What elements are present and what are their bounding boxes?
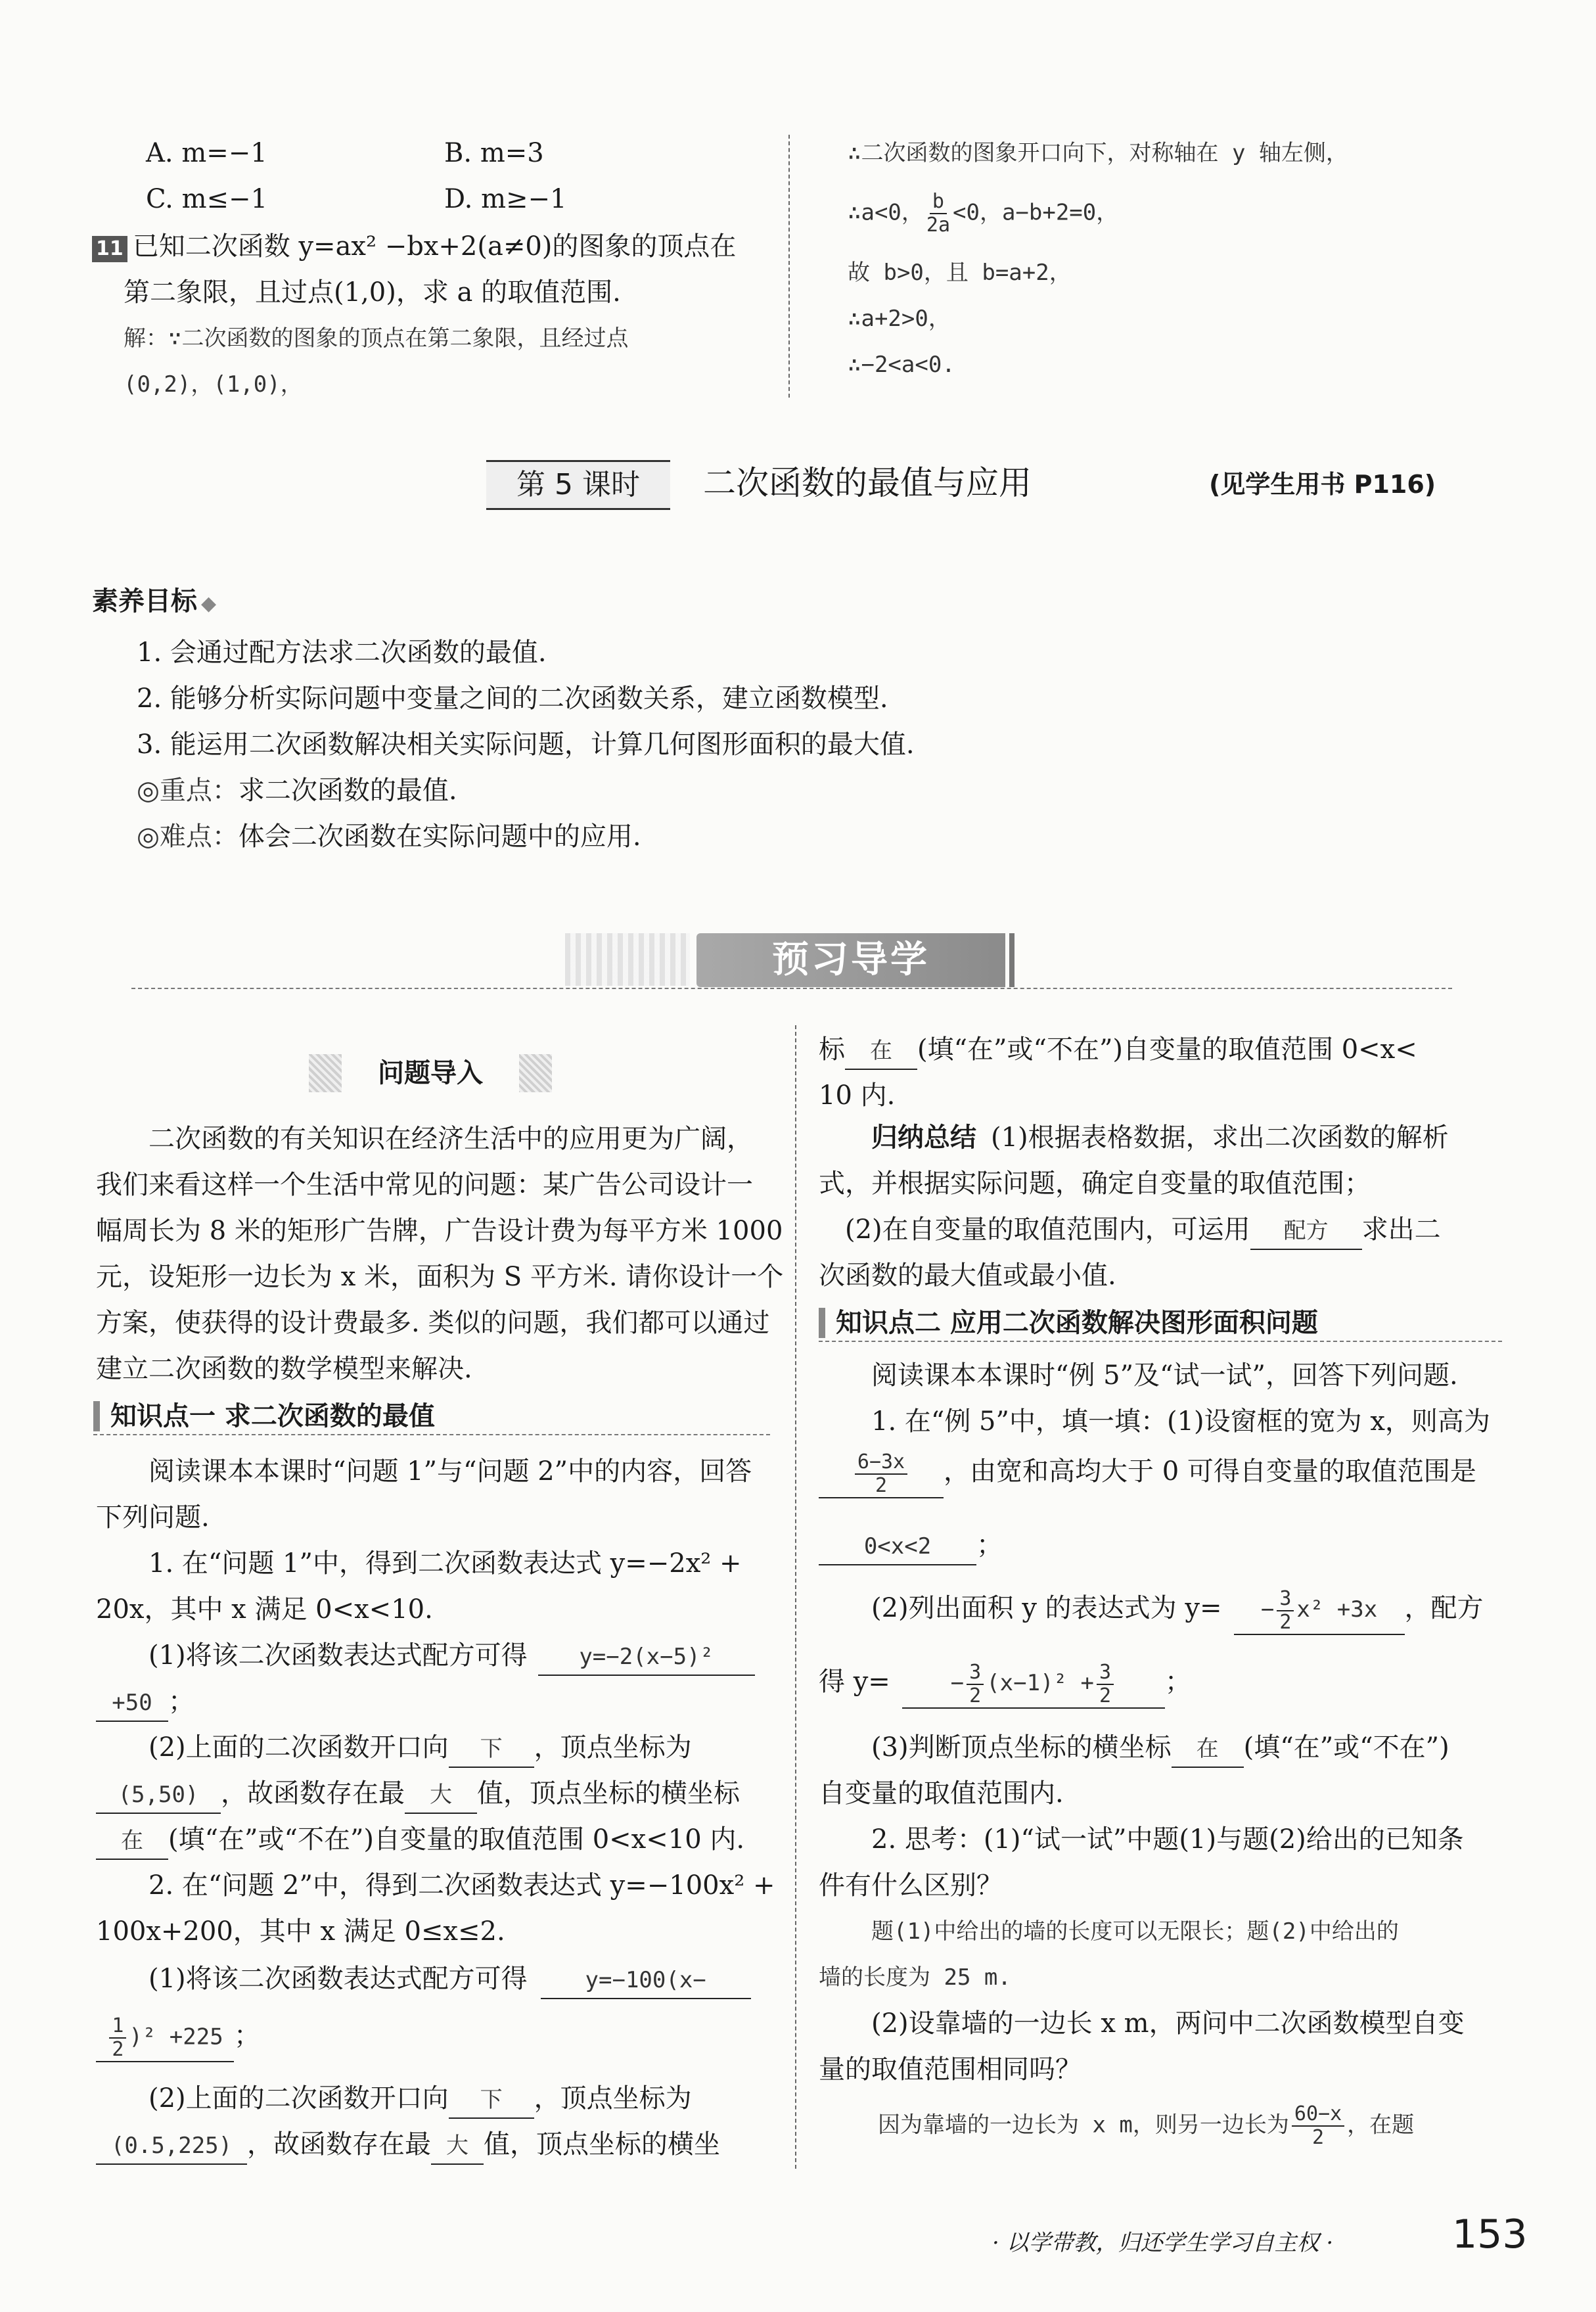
p1-2-answer-2: (5,50) xyxy=(96,1777,221,1814)
intro-heading-box xyxy=(309,1054,552,1092)
e1-line-1: 1. 在“例 5”中，填一填：(1)设窗框的宽为 x，则高为 xyxy=(871,1406,1490,1437)
e2-answer-3 xyxy=(878,2103,1414,2156)
question-11-line1: 已知二次函数 y=ax² −bx+2(a≠0)的图象的顶点在 xyxy=(132,231,737,262)
question-11 xyxy=(92,229,736,264)
p1-1 xyxy=(148,1638,755,1676)
p1-2-text-c: ，故函数存在最 xyxy=(221,1778,405,1809)
e1-text-2: ，由宽和高均大于 0 可得自变量的取值范围是 xyxy=(944,1456,1476,1487)
fraction-3-over-2 xyxy=(1277,1588,1294,1634)
p1-2 xyxy=(148,1730,692,1768)
goal-item-1: 1. 会通过配方法求二次函数的最值. xyxy=(137,637,547,668)
summary-line-4: 次函数的最大值或最小值. xyxy=(819,1260,1116,1291)
p2-1-text: (1)将该二次函数表达式配方可得 xyxy=(148,1964,528,1994)
lesson-title: 二次函数的最值与应用 xyxy=(703,464,1032,502)
solution-right-1: ∴二次函数的图象开口向下，对称轴在 y 轴左侧， xyxy=(848,140,1348,166)
p2-1-answer-b xyxy=(96,2015,234,2062)
e1-3-cont: 自变量的取值范围内. xyxy=(819,1778,1064,1809)
c1 xyxy=(819,1032,1417,1070)
p2-2 xyxy=(148,2081,692,2119)
column-divider xyxy=(795,1025,796,2169)
goal-item-2: 2. 能够分析实际问题中变量之间的二次函数关系，建立函数模型. xyxy=(137,683,888,714)
solution-right-2b: <0，a−b+2=0， xyxy=(953,199,1119,226)
lesson-page-ref: (见学生用书 P116) xyxy=(1209,470,1436,499)
lesson-label-box xyxy=(486,460,670,510)
e2-answer-3a: 因为靠墙的一边长为 x m，则另一边长为 xyxy=(878,2112,1289,2139)
e2-answer-2: 墙的长度为 25 m. xyxy=(819,1964,1011,1991)
question-11-line2: 第二象限，且过点(1,0)，求 a 的取值范围. xyxy=(124,277,621,308)
p1-1-end: ； xyxy=(168,1686,194,1717)
p1-2-text-a: (2)上面的二次函数开口向 xyxy=(148,1732,449,1763)
k1-heading-bar xyxy=(93,1401,100,1431)
intro-line-6: 建立二次函数的数学模型来解决. xyxy=(96,1354,472,1384)
fraction-1-over-2 xyxy=(109,2015,126,2061)
e2-line-1: 2. 思考：(1)“试一试”中题(1)与题(2)给出的已知条 xyxy=(871,1824,1464,1855)
goal-hard-text: 体会二次函数在实际问题中的应用. xyxy=(238,821,641,852)
fraction-den: 2 xyxy=(1099,1684,1112,1707)
k2-read: 阅读课本本课时“例 5”及“试一试”，回答下列问题. xyxy=(871,1360,1458,1391)
p2-2-answer-1: 下 xyxy=(449,2082,534,2119)
k1-read-2: 下列问题. xyxy=(96,1502,210,1533)
p2-line-1: 2. 在“问题 2”中，得到二次函数表达式 y=−100x² + xyxy=(148,1870,775,1901)
k2-heading-bar xyxy=(819,1308,825,1338)
summary-answer: 配方 xyxy=(1250,1213,1362,1250)
e1-2-after: ，配方 xyxy=(1404,1593,1484,1623)
p2-2-answer-2: (0.5,225) xyxy=(96,2128,247,2165)
p2-2-text-d: 值，顶点坐标的横坐 xyxy=(484,2129,720,2160)
option-c: C. m≤−1 xyxy=(146,184,268,214)
e1-line-2 xyxy=(819,1450,1476,1502)
k1-heading-underline xyxy=(93,1434,770,1435)
option-b: B. m=3 xyxy=(444,138,544,168)
e1-2b-answer-b: (x−1)² + xyxy=(986,1670,1094,1696)
summary-text-1: (1)根据表格数据，求出二次函数的解析 xyxy=(991,1122,1449,1153)
k1-read-1: 阅读课本本课时“问题 1”与“问题 2”中的内容，回答 xyxy=(148,1456,752,1487)
fraction-den: 2 xyxy=(875,1473,888,1497)
c2: 10 内. xyxy=(819,1080,896,1111)
p2-1-answer-a: y=−100(x− xyxy=(541,1962,751,1999)
p1-1-answer-b: +50 xyxy=(96,1685,168,1722)
e1-answer-1 xyxy=(819,1450,944,1498)
p2-2-cont xyxy=(96,2127,720,2165)
question-11-solution-2: (0,2)，(1,0)， xyxy=(124,371,303,398)
summary-line-2: 式，并根据实际问题，确定自变量的取值范围； xyxy=(819,1168,1371,1199)
p2-1-cont xyxy=(96,2015,260,2061)
intro-line-2: 我们来看这样一个生活中常见的问题：某广告公司设计一 xyxy=(96,1170,753,1200)
p2-1-answer-b-text: )² +225 xyxy=(129,2023,223,2050)
p1-1-text: (1)将该二次函数表达式配方可得 xyxy=(148,1640,528,1671)
diamond-icon: ◆ xyxy=(201,592,217,615)
footer-slogan: · 以学带教，归还学生学习自主权 · xyxy=(992,2230,1334,2256)
lesson-label: 第 5 课时 xyxy=(516,468,640,501)
e1-2-text: (2)列出面积 y 的表达式为 y= xyxy=(871,1593,1222,1623)
p1-2-cont xyxy=(96,1776,740,1814)
banner-end-bar xyxy=(1009,933,1015,987)
e2-answer-1: 题(1)中给出的墙的长度可以无限长；题(2)中给出的 xyxy=(871,1918,1399,1945)
e1-3-text-a: (3)判断顶点坐标的横坐标 xyxy=(871,1732,1172,1763)
column-divider-top xyxy=(788,135,790,398)
summary-text-3a: (2)在自变量的取值范围内，可运用 xyxy=(845,1214,1250,1245)
banner-text: 预习导学 xyxy=(772,938,930,981)
solution-right-3: 故 b>0，且 b=a+2， xyxy=(848,260,1072,286)
fraction-num: 3 xyxy=(1097,1661,1114,1685)
p1-2-text-b: ，顶点坐标为 xyxy=(534,1732,692,1763)
fraction-num: 6−3x xyxy=(855,1451,907,1475)
fraction-den: 2 xyxy=(112,2038,124,2061)
e1-3-text-b: (填“在”或“不在”) xyxy=(1243,1732,1449,1763)
e1-2b-end: ； xyxy=(1164,1667,1191,1697)
p1-2-cont2 xyxy=(96,1822,744,1860)
e1-2b-answer xyxy=(902,1660,1165,1709)
solution-right-2 xyxy=(848,191,1118,237)
fraction-60-x-over-2 xyxy=(1292,2103,1344,2149)
e1-2-answer xyxy=(1234,1586,1405,1635)
p2-2-text-a: (2)上面的二次函数开口向 xyxy=(148,2083,449,2114)
e1-2b-text: 得 y= xyxy=(819,1667,890,1697)
p1-2-answer-1: 下 xyxy=(449,1731,534,1768)
k2-heading-underline xyxy=(819,1341,1502,1342)
e2-q2-line-2: 量的取值范围相同吗？ xyxy=(819,2054,1082,2085)
solution-right-4: ∴a+2>0， xyxy=(848,306,951,332)
fraction-den: 2a xyxy=(926,214,951,237)
p1-1-answer-a: y=−2(x−5)² xyxy=(538,1639,755,1676)
p2-1 xyxy=(148,1961,751,1999)
p1-2-answer-3: 大 xyxy=(405,1777,477,1814)
intro-line-1: 二次函数的有关知识在经济生活中的应用更为广阔， xyxy=(148,1124,753,1154)
goal-hard-label: ◎难点： xyxy=(137,821,239,852)
p1-2-text-d: 值，顶点坐标的横坐标 xyxy=(477,1778,740,1809)
question-11-solution-1: 解：∵二次函数的图象的顶点在第二象限，且经过点 xyxy=(124,325,629,352)
fraction-num: 3 xyxy=(967,1661,984,1685)
solution-right-5: ∴−2<a<0. xyxy=(848,352,955,378)
goal-key xyxy=(137,773,457,808)
fraction-den: 2 xyxy=(969,1684,982,1707)
fraction-6-3x-over-2 xyxy=(855,1451,907,1497)
e1-line-3 xyxy=(819,1527,1003,1565)
fraction-3-over-2-b xyxy=(1097,1661,1114,1707)
summary-line-3 xyxy=(845,1212,1441,1250)
summary-label: 归纳总结 xyxy=(871,1122,976,1153)
fraction-num: 1 xyxy=(109,2015,126,2039)
e1-end: ； xyxy=(976,1530,1003,1560)
p2-1-end: ； xyxy=(234,2020,260,2051)
fraction-3-over-2-a xyxy=(967,1661,984,1707)
c1-text-b: (填“在”或“不在”)自变量的取值范围 0<x< xyxy=(917,1034,1417,1065)
summary-line-1 xyxy=(871,1120,1449,1155)
p2-2-text-c: ，故函数存在最 xyxy=(247,2129,431,2160)
intro-line-5: 方案，使获得的设计费最多. 类似的问题，我们都可以通过 xyxy=(96,1308,770,1338)
e2-answer-3b: ，在题 xyxy=(1347,2112,1415,2139)
goals-heading xyxy=(92,584,216,622)
e1-3 xyxy=(871,1730,1449,1768)
p1-2-answer-4: 在 xyxy=(96,1823,168,1860)
e2-q2-line-1: (2)设靠墙的一边长 x m，两问中二次函数模型自变 xyxy=(871,2008,1465,2039)
goal-item-3: 3. 能运用二次函数解决相关实际问题，计算几何图形面积的最大值. xyxy=(137,729,915,760)
k2-heading: 知识点二 应用二次函数解决图形面积问题 xyxy=(836,1308,1318,1338)
e1-answer-2: 0<x<2 xyxy=(819,1529,976,1565)
c1-answer: 在 xyxy=(845,1033,917,1070)
p2-2-answer-3: 大 xyxy=(431,2128,484,2165)
banner-dashed-line xyxy=(131,988,1452,989)
fraction-num: 3 xyxy=(1277,1588,1294,1611)
p2-line-2: 100x+200，其中 x 满足 0≤x≤2. xyxy=(96,1916,505,1947)
banner-texture xyxy=(565,933,690,986)
e1-2-minus: − xyxy=(1260,1596,1275,1623)
goal-hard xyxy=(137,819,641,854)
fraction-b-over-2a xyxy=(926,191,950,237)
page-number: 153 xyxy=(1452,2211,1528,2257)
p1-2-text-e: (填“在”或“不在”)自变量的取值范围 0<x<10 内. xyxy=(168,1824,745,1855)
p2-2-text-b: ，顶点坐标为 xyxy=(534,2083,692,2114)
e1-2b xyxy=(819,1660,1191,1713)
question-number: 11 xyxy=(92,236,127,262)
fraction-num: b xyxy=(930,191,947,214)
option-d: D. m≥−1 xyxy=(444,184,567,214)
intro-heading: 问题导入 xyxy=(342,1054,519,1092)
e1-2 xyxy=(871,1586,1484,1639)
fraction-den: 2 xyxy=(1311,2126,1325,2149)
summary-text-3b: 求出二 xyxy=(1361,1214,1441,1245)
e1-2-answer-b: x² +3x xyxy=(1296,1596,1378,1623)
c1-text-a: 标 xyxy=(819,1034,845,1065)
e1-2b-minus: − xyxy=(950,1670,965,1696)
p1-line-2: 20x，其中 x 满足 0<x<10. xyxy=(96,1594,433,1625)
intro-line-3: 幅周长为 8 米的矩形广告牌，广告设计费为每平方米 1000 xyxy=(96,1216,783,1246)
p1-1-cont xyxy=(96,1684,194,1722)
goal-key-label: ◎重点： xyxy=(137,775,239,806)
e1-3-answer: 在 xyxy=(1172,1731,1244,1768)
fraction-den: 2 xyxy=(1279,1610,1292,1634)
banner-box xyxy=(696,933,1005,987)
goal-key-text: 求二次函数的最值. xyxy=(238,775,457,806)
intro-line-4: 元，设矩形一边长为 x 米，面积为 S 平方米. 请你设计一个 xyxy=(96,1262,784,1292)
solution-right-2a: ∴a<0， xyxy=(848,199,924,226)
p1-line-1: 1. 在“问题 1”中，得到二次函数表达式 y=−2x² + xyxy=(148,1548,742,1579)
e2-line-2: 件有什么区别？ xyxy=(819,1870,1003,1901)
k1-heading: 知识点一 求二次函数的最值 xyxy=(110,1401,435,1431)
goals-heading-text: 素养目标 xyxy=(92,586,197,616)
fraction-num: 60−x xyxy=(1292,2103,1344,2127)
option-a: A. m=−1 xyxy=(146,138,267,168)
